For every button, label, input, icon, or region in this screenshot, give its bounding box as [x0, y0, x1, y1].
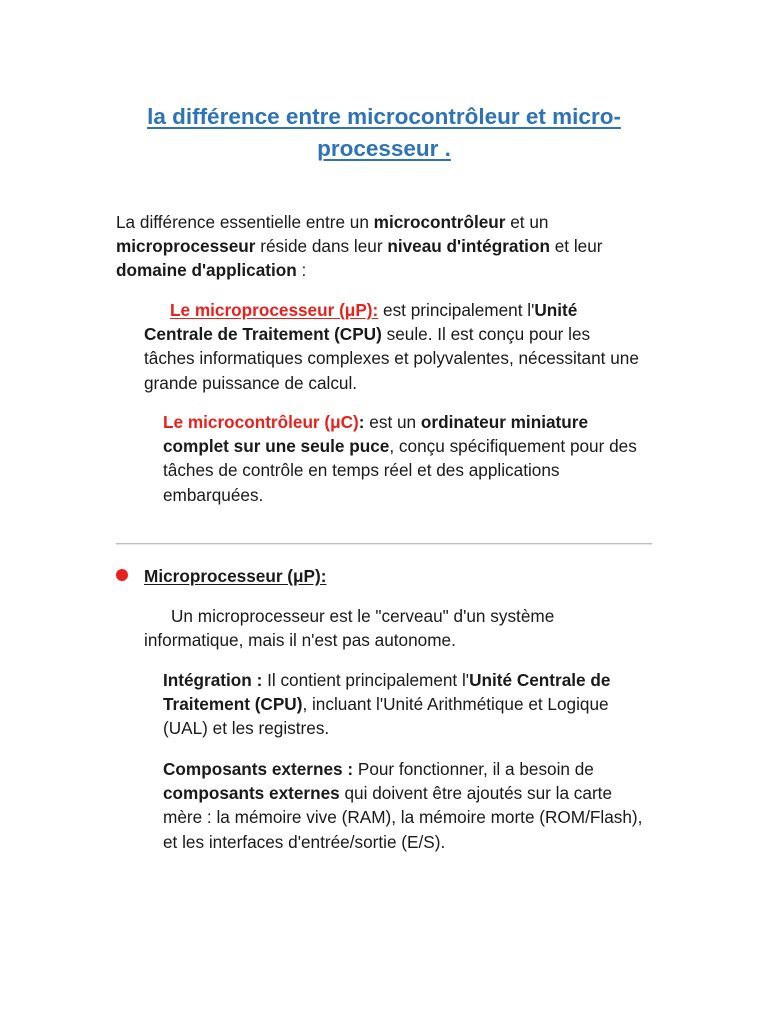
definition-text: est un — [364, 412, 421, 432]
term-domaine-application: domaine d'application — [116, 260, 297, 281]
definition-text: seule. Il est conçu pour les tâches informatiques complexes et polyvalentes, nécessitant une grande puissance de calcul. — [144, 324, 639, 393]
term-composants-externes: composants externes — [163, 783, 340, 804]
components-text: qui doivent être ajoutés sur la carte mère : la mémoire vive (RAM), la mémoire morte (ROM/Flash), et les interfaces d'entrée/sortie (E/S). — [163, 783, 643, 852]
term-microcontroleur: microcontrôleur — [373, 212, 506, 232]
intro-text: réside dans leur — [255, 236, 388, 257]
term-colon: : — [358, 412, 365, 432]
integration-label: Intégration : — [163, 670, 263, 690]
microprocessor-summary: Un microprocesseur est le "cerveau" d'un système informatique, mais il n'est pas autonome. — [144, 606, 555, 651]
microcontroller-term: Le microcontrôleur (μC) — [163, 412, 359, 432]
document-title: la différence entre microcontrôleur et micro-processeur . — [147, 104, 621, 162]
definition-text: est principalement l' — [378, 300, 535, 320]
term-cpu: Unité Centrale de Traitement (CPU) — [163, 670, 611, 715]
intro-paragraph — [116, 210, 656, 283]
red-dot-bullet-icon — [116, 569, 128, 581]
intro-text: et un — [505, 212, 549, 232]
components-text: Pour fonctionner, il a besoin de — [353, 759, 594, 779]
horizontal-divider — [116, 543, 652, 545]
term-niveau-integration: niveau d'intégration — [387, 236, 550, 257]
term-ordinateur-miniature: ordinateur miniature complet sur une seule puce — [163, 412, 589, 457]
components-paragraph — [163, 757, 643, 854]
intro-text: et leur — [549, 236, 603, 257]
microprocessor-definition — [144, 298, 644, 395]
integration-text: , incluant l'Unité Arithmétique et Logique (UAL) et les registres. — [163, 694, 609, 739]
term-cpu: Unité Centrale de Traitement (CPU) — [144, 300, 578, 345]
definition-text: , conçu spécifiquement pour des tâches de contrôle en temps réel et des applications embarquées. — [163, 436, 637, 505]
microprocessor-term: Le microprocesseur (μP): — [170, 300, 379, 320]
integration-text: Il contient principalement l' — [262, 670, 470, 690]
integration-paragraph — [163, 668, 643, 741]
section-heading-microprocesseur: Microprocesseur (μP): — [144, 566, 327, 586]
microcontroller-definition — [163, 410, 643, 507]
term-microprocesseur: microprocesseur — [116, 236, 256, 257]
intro-text: La différence essentielle entre un — [116, 212, 374, 232]
components-label: Composants externes : — [163, 759, 354, 779]
intro-text: : — [296, 260, 307, 281]
